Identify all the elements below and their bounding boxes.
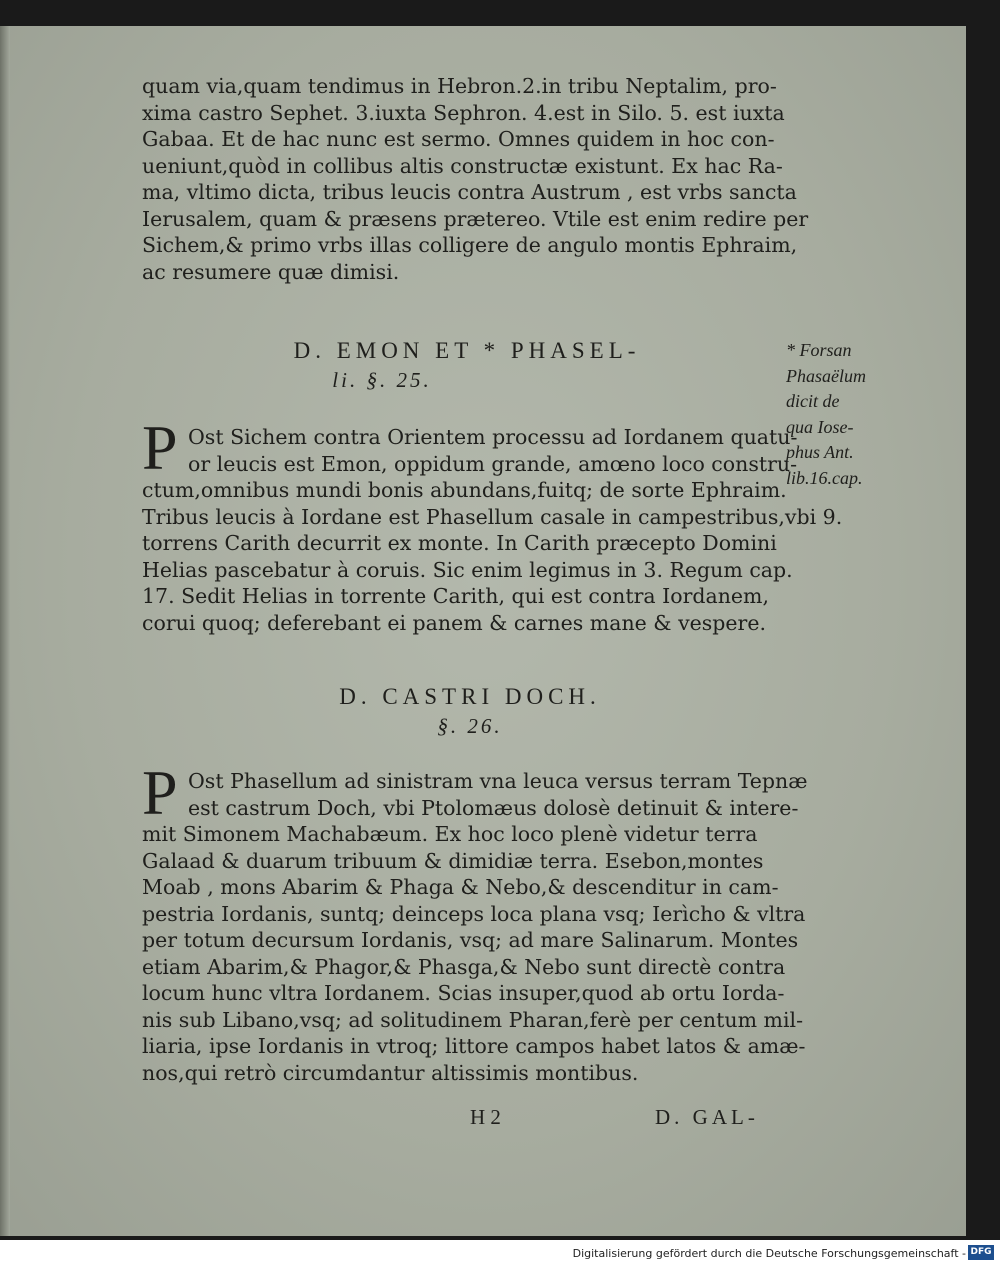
signature-mark: H 2: [470, 1105, 501, 1129]
section-heading-doch: D. CASTRI DOCH.: [339, 684, 601, 709]
paragraph-1: [142, 73, 809, 285]
paragraph-3-indented: [188, 768, 808, 821]
page-gutter: [0, 26, 10, 1236]
text-line: ac resumere quæ dimisi.: [142, 259, 400, 284]
text-line: etiam Abarim,& Phagor,& Phasga,& Nebo sunt directè contra: [142, 954, 786, 979]
marginal-line: lib.16.cap.: [786, 467, 863, 488]
text-line: ueniunt,quòd in collibus altis constructæ existunt. Ex hac Ra-: [142, 153, 783, 178]
text-line: quam via,quam tendimus in Hebron.2.in tribu Neptalim, pro-: [142, 74, 777, 98]
text-line: or leucis est Emon, oppidum grande, amœno loco constru-: [188, 451, 798, 476]
text-line: per totum decursum Iordanis, vsq; ad mare Salinarum. Montes: [142, 928, 799, 952]
paragraph-3-body: [142, 821, 806, 1086]
drop-cap-1: P: [142, 412, 178, 483]
marginal-line: * Forsan: [786, 340, 852, 360]
text-line: Ierusalem, quam & præsens prætereo. Vtile est enim redire per: [142, 206, 809, 231]
marginal-line: Phasaëlum: [786, 365, 866, 386]
text-line: Helias pascebatur à coruis. Sic enim legimus in 3. Regum cap.: [142, 557, 793, 582]
text-line: Ost Phasellum ad sinistram vna leuca versus terram Tepnæ: [188, 769, 808, 793]
text-line: Galaad & duarum tribuum & dimidiæ terra. Esebon,montes: [142, 848, 764, 873]
text-line: ctum,omnibus mundi bonis abundans,fuitq; de sorte Ephraim.: [142, 478, 787, 502]
text-line: Tribus leucis à Iordane est Phasellum casale in campestribus,vbi 9.: [142, 504, 843, 529]
paragraph-2-body: [142, 477, 843, 636]
drop-cap-2: P: [142, 757, 178, 828]
paragraph-2-indented: [188, 424, 798, 477]
dfg-logo[interactable]: DFG: [968, 1245, 994, 1260]
marginal-line: qua Iose-: [786, 416, 854, 437]
text-line: nos,qui retrò circumdantur altissimis montibus.: [142, 1060, 639, 1085]
marginal-note: [786, 338, 886, 491]
text-line: nis sub Libano,vsq; ad solitudinem Pharan,ferè per centum mil-: [142, 1007, 804, 1032]
text-line: mit Simonem Machabæum. Ex hoc loco plenè videtur terra: [142, 822, 758, 846]
catchword: D. GAL-: [655, 1105, 759, 1129]
text-line: corui quoq; deferebant ei panem & carnes mane & vespere.: [142, 610, 767, 635]
section-number-25: li. §. 25.: [332, 368, 432, 392]
text-line: Gabaa. Et de hac nunc est sermo. Omnes quidem in hoc con-: [142, 127, 775, 151]
text-line: liaria, ipse Iordanis in vtroq; littore campos habet latos & amæ-: [142, 1034, 806, 1058]
text-line: est castrum Doch, vbi Ptolomæus dolosè detinuit & intere-: [188, 795, 799, 820]
text-line: locum hunc vltra Iordanem. Scias insuper,quod ab ortu Iorda-: [142, 981, 785, 1005]
text-line: Moab , mons Abarim & Phaga & Nebo,& descenditur in cam-: [142, 875, 779, 899]
marginal-line: phus Ant.: [786, 442, 854, 462]
text-line: Sichem,& primo vrbs illas colligere de angulo montis Ephraim,: [142, 233, 798, 257]
text-line: pestria Iordanis, suntq; deinceps loca plana vsq; Ierìcho & vltra: [142, 901, 806, 926]
text-line: xima castro Sephet. 3.iuxta Sephron. 4.est in Silo. 5. est iuxta: [142, 100, 785, 125]
text-line: Ost Sichem contra Orientem processu ad Iordanem quatu-: [188, 425, 798, 449]
section-heading-emon: D. EMON ET * PHASEL-: [293, 338, 641, 363]
section-number-26: §. 26.: [437, 714, 503, 738]
digitization-credit: Digitalisierung gefördert durch die Deutsche Forschungsgemeinschaft -: [572, 1247, 966, 1260]
text-line: 17. Sedit Helias in torrente Carith, qui est contra Iordanem,: [142, 584, 770, 608]
marginal-line: dicit de: [786, 391, 840, 411]
text-line: torrens Carith decurrit ex monte. In Carith præcepto Domini: [142, 531, 777, 555]
text-line: ma, vltimo dicta, tribus leucis contra Austrum , est vrbs sancta: [142, 180, 797, 204]
